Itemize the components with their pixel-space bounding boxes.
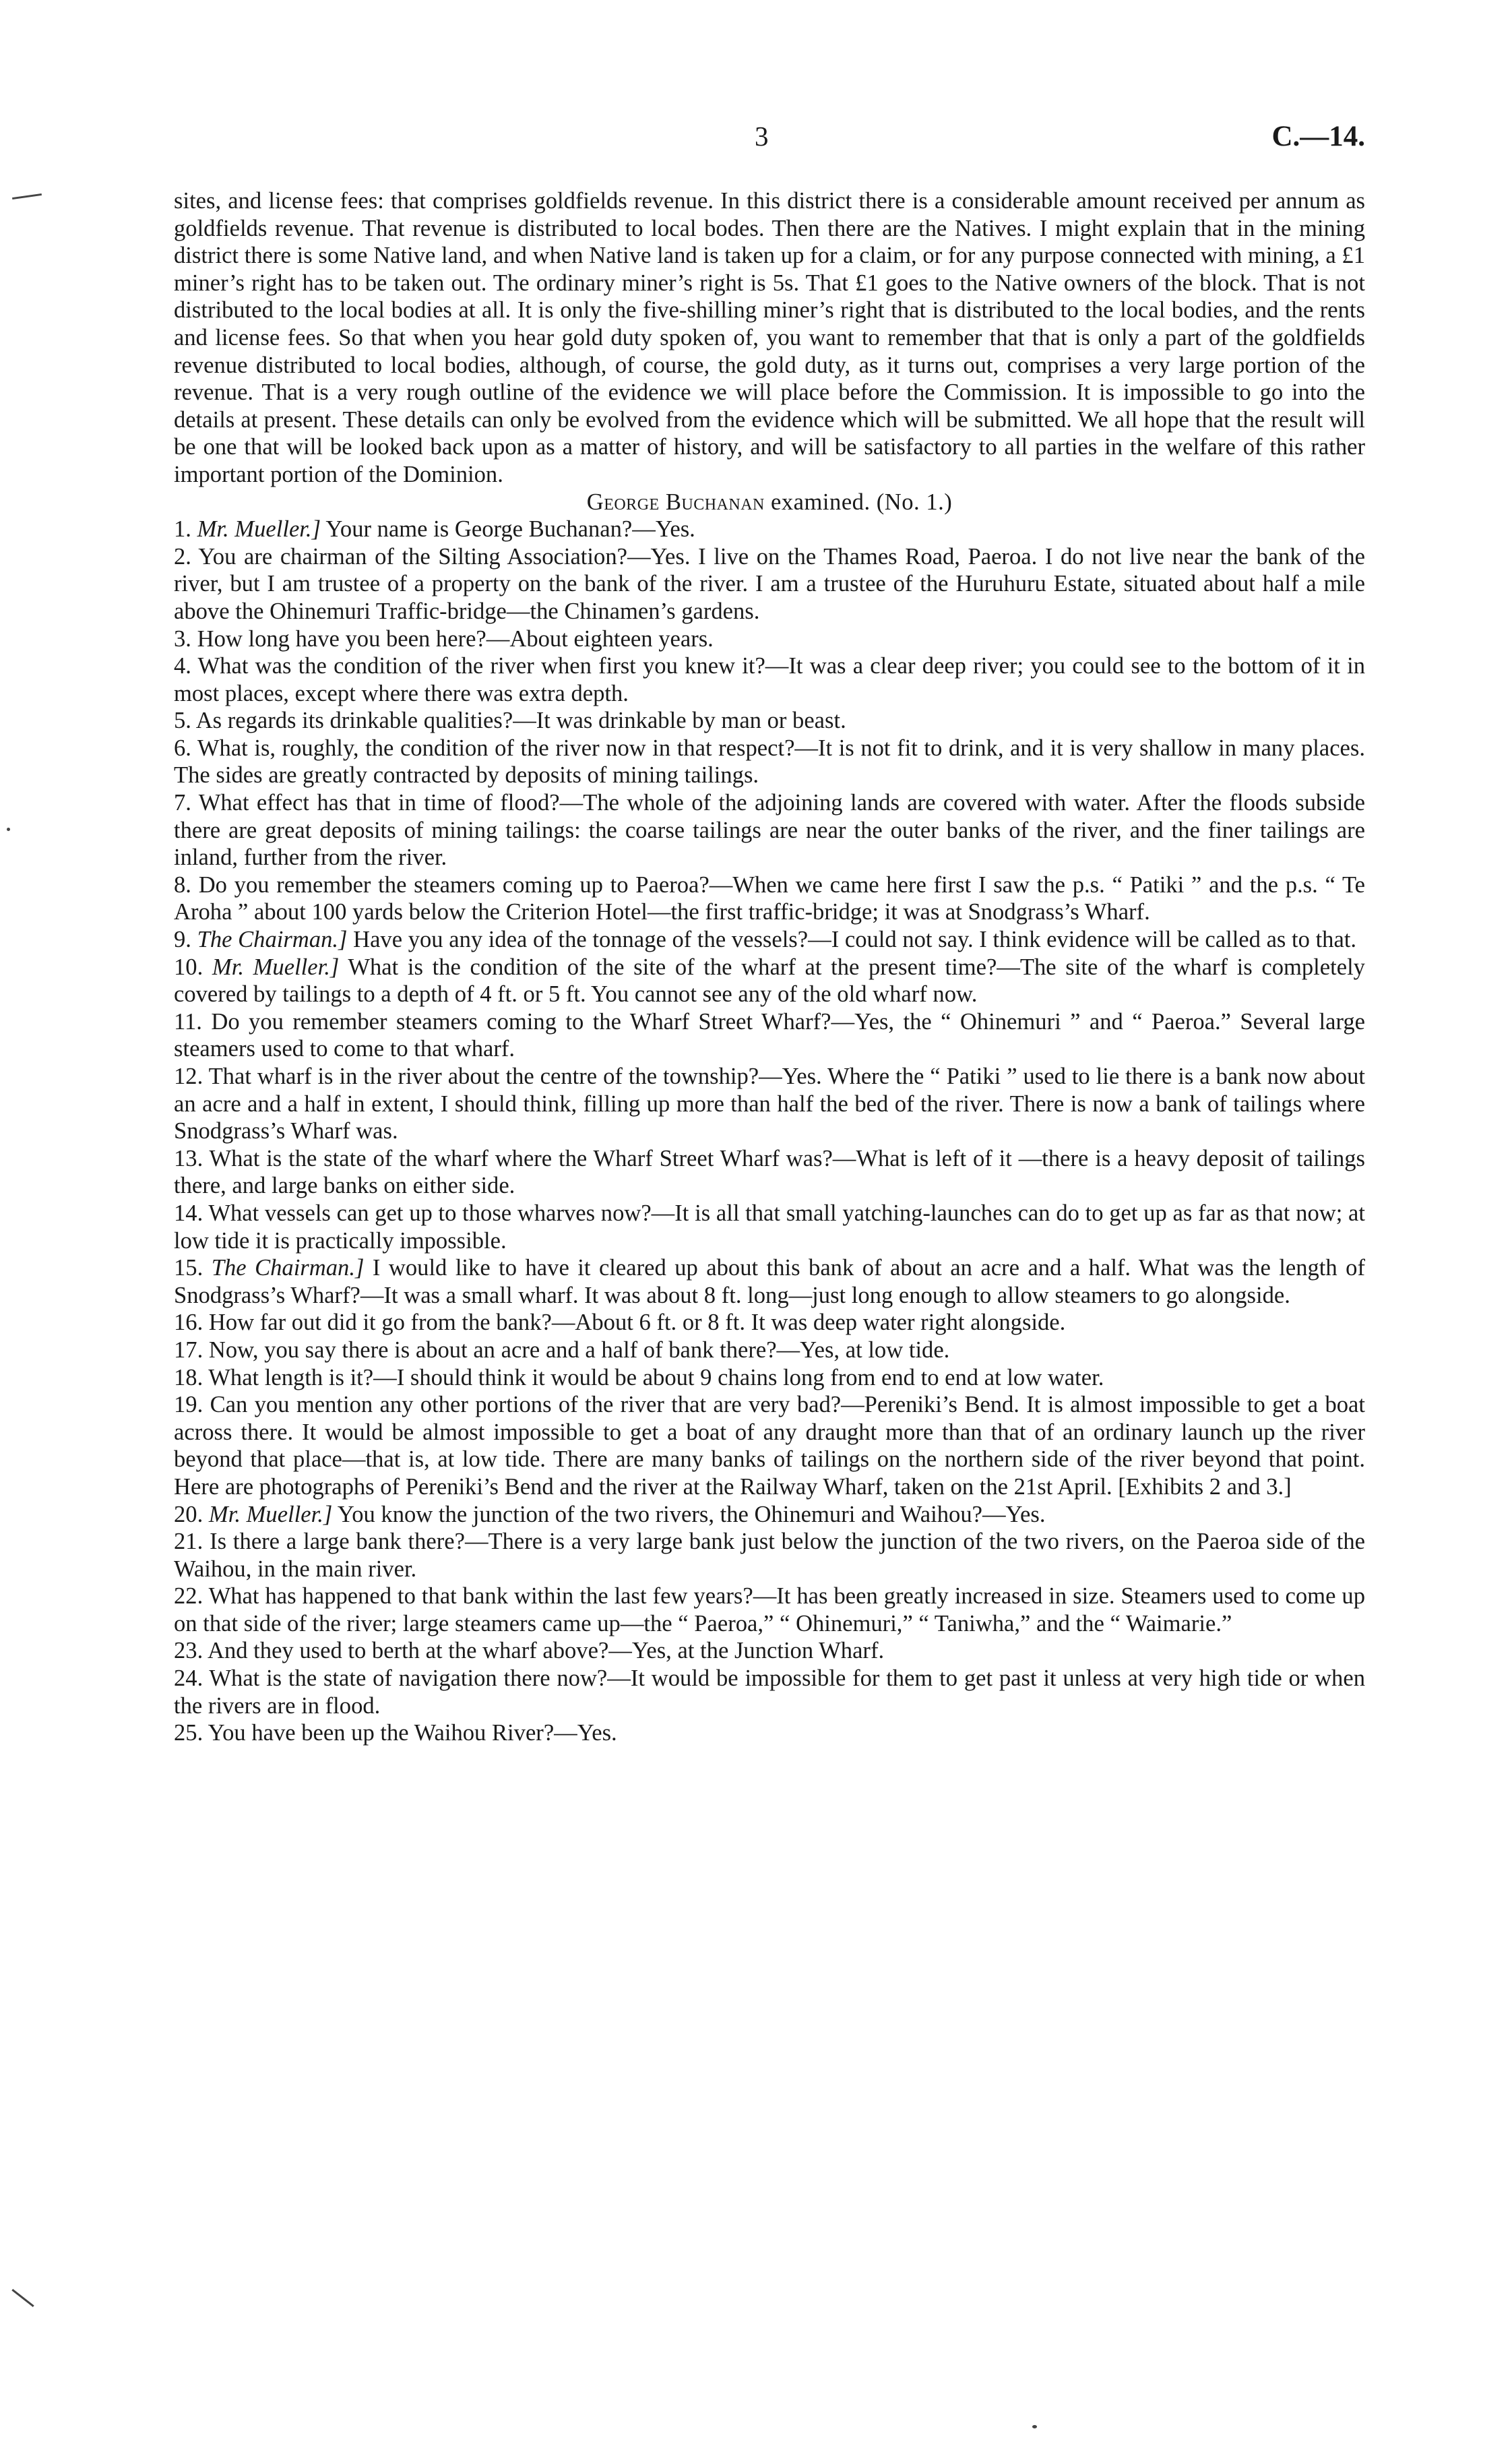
qa-text: What is the state of the wharf where the Wharf Street Wharf was?—What is left of it —there is a heavy deposit of tailings there, and large banks on either side. — [174, 1145, 1365, 1199]
body-text — [174, 187, 1365, 1747]
qa-text: What has happened to that bank within the last few years?—It has been greatly increased in size. Steamers used to come up on that side of the river; large steamers came up—the “ Paeroa,” “ Ohinemuri,” “ Taniwha,” and the “ Waimarie.” — [174, 1583, 1365, 1636]
qa-text: You have been up the Waihou River?—Yes. — [208, 1720, 617, 1746]
qa-number: 1. — [174, 516, 191, 543]
intro-paragraph: sites, and license fees: that comprises goldfields revenue. In this district there is a considerable amount received per annum as goldfields revenue. That revenue is distributed to local bodes. Then there are the Natives. I might explain that in the mining district there is some Native land, and when Native land is taken up for a claim, or for any purpose connected with mining, a £1 miner’s right has to be taken out. The ordinary miner’s right is 5s. That £1 goes to the Native owners of the block. That is not distributed to the local bodies at all. It is only the five-shilling miner’s right that is distributed to the local bodies, and the rents and license fees. So that when you hear gold duty spoken of, you want to remember that that is only a part of the goldfields revenue distributed to local bodies, although, of course, the gold duty, as it turns out, comprises a very large portion of the revenue. That is a very rough outline of the evidence we will place before the Commission. It is impossible to go into the details at present. These details can only be evolved from the evidence which will be submitted. We all hope that the result will be one that will be looked back upon as a matter of history, and will be satisfactory to all parties in the welfare of this rather important portion of the Dominion. — [174, 188, 1365, 487]
qa-number: 4. — [174, 653, 191, 679]
qa-item — [174, 1637, 1365, 1665]
qa-text: Now, you say there is about an acre and a half of bank there?—Yes, at low tide. — [208, 1337, 950, 1363]
qa-item — [174, 1254, 1365, 1309]
qa-item — [174, 1391, 1365, 1500]
qa-speaker: Mr. Mueller.] — [197, 516, 321, 543]
qa-number: 16. — [174, 1310, 203, 1336]
qa-item — [174, 707, 1365, 735]
qa-item — [174, 789, 1365, 871]
qa-number: 22. — [174, 1583, 203, 1610]
document-code: C.—14. — [1271, 121, 1365, 152]
qa-text: Have you any idea of the tonnage of the vessels?—I could not say. I think evidence will be called as to that. — [347, 927, 1357, 953]
qa-item — [174, 871, 1365, 926]
qa-text: Is there a large bank there?—There is a very large bank just below the junction of the two rivers, on the Paeroa side of the Waihou, in the main river. — [174, 1529, 1365, 1582]
qa-item — [174, 1665, 1365, 1719]
qa-number: 9. — [174, 927, 191, 953]
qa-item — [174, 543, 1365, 625]
qa-text: As regards its drinkable qualities?—It was drinkable by man or beast. — [195, 708, 846, 734]
qa-text: What effect has that in time of flood?—The whole of the adjoining lands are covered with water. After the floods subside there are great deposits of mining tailings: the coarse tailings are near the outer banks of the river, and the finer tailings are inland, further from the river. — [174, 790, 1365, 871]
qa-text: That wharf is in the river about the centre of the township?—Yes. Where the “ Patiki ” used to lie there is a bank now about an acre and a half in extent, I should think, filling up more than half the bed of the river. There is now a bank of tailings where Snodgrass’s Wharf was. — [174, 1064, 1365, 1144]
qa-text: Your name is George Buchanan?—Yes. — [321, 516, 695, 543]
qa-speaker: The Chairman.] — [197, 927, 348, 953]
qa-number: 7. — [174, 790, 191, 816]
qa-item — [174, 1364, 1365, 1392]
qa-text: And they used to berth at the wharf above?—Yes, at the Junction Wharf. — [207, 1638, 885, 1664]
qa-item — [174, 1719, 1365, 1747]
qa-text: What length is it?—I should think it would be about 9 chains long from end to end at low water. — [208, 1364, 1104, 1390]
qa-text: How far out did it go from the bank?—About 6 ft. or 8 ft. It was deep water right alongside. — [208, 1310, 1066, 1336]
page-header — [174, 120, 1365, 160]
qa-speaker: Mr. Mueller.] — [208, 1501, 333, 1527]
margin-mark-bottom — [11, 2289, 34, 2307]
qa-text: How long have you been here?—About eighteen years. — [197, 625, 714, 652]
qa-number: 24. — [174, 1665, 203, 1692]
qa-number: 12. — [174, 1064, 203, 1089]
qa-number: 5. — [174, 708, 191, 734]
qa-number: 8. — [174, 871, 191, 898]
qa-item — [174, 516, 1365, 543]
bottom-speck — [1032, 2425, 1037, 2428]
qa-number: 13. — [174, 1145, 203, 1171]
qa-item — [174, 1008, 1365, 1063]
qa-number: 2. — [174, 543, 191, 570]
qa-speaker: The Chairman.] — [211, 1255, 365, 1281]
qa-text: What was the condition of the river when first you knew it?—It was a clear deep river; you could see to the bottom of it in most places, except where there was extra depth. — [174, 653, 1365, 706]
qa-item — [174, 1200, 1365, 1254]
witness-heading — [174, 489, 1365, 516]
qa-number: 25. — [174, 1720, 203, 1746]
witness-name: George Buchanan — [586, 489, 765, 515]
qa-item — [174, 1528, 1365, 1583]
qa-item — [174, 1501, 1365, 1529]
qa-text: Do you remember the steamers coming up to Paeroa?—When we came here first I saw the p.s. “ Patiki ” and the p.s. “ Te Aroha ” about 100 yards below the Criterion Hotel—the first traffic-bridge; it was at Snodgrass’s Wharf. — [174, 871, 1365, 925]
witness-label: examined. — [771, 489, 871, 515]
qa-text: Can you mention any other portions of the river that are very bad?—Pereniki’s Bend. It is almost impossible to get a boat across there. It would be almost impossible to get a boat of any draught more than that of an ordinary launch up the river beyond that place—that is, at low tide. There are many banks of tailings on the northern side of the river beyond that point. Here are photographs of Pereniki’s Bend and the river at the Railway Wharf, taken on the 21st April. [Exhibits 2 and 3.] — [174, 1392, 1365, 1500]
qa-text: I would like to have it cleared up about this bank of about an acre and a half. What was the length of Snodgrass’s Wharf?—It was a small wharf. It was about 8 ft. long—just long enough to allow steamers to go alongside. — [174, 1255, 1365, 1308]
qa-number: 14. — [174, 1200, 203, 1226]
qa-text: What is, roughly, the condition of the river now in that respect?—It is not fit to drink, and it is very shallow in many places. The sides are greatly contracted by deposits of mining tailings. — [174, 735, 1365, 789]
qa-speaker: Mr. Mueller.] — [212, 954, 340, 980]
qa-text: You know the junction of the two rivers, the Ohinemuri and Waihou?—Yes. — [332, 1501, 1046, 1527]
margin-mark-middle — [7, 828, 10, 831]
qa-text: You are chairman of the Silting Association?—Yes. I live on the Thames Road, Paeroa. I do not live near the bank of the river, but I am trustee of a property on the bank of the river. I am a trustee of the Huruhuru Estate, situated about half a mile above the Ohinemuri Traffic-bridge—the Chinamen’s gardens. — [174, 543, 1365, 624]
witness-number: (No. 1.) — [876, 489, 953, 515]
qa-number: 10. — [174, 954, 203, 980]
qa-text: Do you remember steamers coming to the Wharf Street Wharf?—Yes, the “ Ohinemuri ” and “ Paeroa.” Several large steamers used to come to that wharf. — [174, 1008, 1366, 1062]
qa-number: 6. — [174, 735, 191, 761]
qa-text: What is the condition of the site of the wharf at the present time?—The site of the wharf is completely covered by tailings to a depth of 4 ft. or 5 ft. You cannot see any of the old wharf now. — [174, 954, 1365, 1008]
qa-number: 18. — [174, 1364, 203, 1390]
qa-number: 11. — [174, 1008, 202, 1035]
qa-number: 15. — [174, 1255, 203, 1281]
qa-number: 3. — [174, 625, 191, 652]
qa-text: What vessels can get up to those wharves now?—It is all that small yatching-launches can do to get up as far as that now; at low tide it is practically impossible. — [174, 1200, 1365, 1254]
qa-number: 17. — [174, 1337, 203, 1363]
qa-item — [174, 1583, 1365, 1637]
qa-item — [174, 625, 1365, 653]
qa-text: What is the state of navigation there now?—It would be impossible for them to get past it unless at very high tide or when the rivers are in flood. — [174, 1665, 1365, 1719]
qa-number: 20. — [174, 1501, 203, 1527]
qa-number: 23. — [174, 1638, 203, 1664]
page-number: 3 — [755, 121, 769, 152]
qa-number: 19. — [174, 1392, 203, 1418]
qa-list — [174, 516, 1365, 1747]
qa-item — [174, 1309, 1365, 1337]
qa-item — [174, 735, 1365, 789]
qa-item — [174, 1337, 1365, 1364]
qa-item — [174, 652, 1365, 707]
margin-mark-top — [12, 193, 42, 200]
qa-item — [174, 1145, 1365, 1200]
qa-item — [174, 954, 1365, 1008]
qa-item — [174, 1063, 1365, 1145]
qa-item — [174, 926, 1365, 954]
qa-number: 21. — [174, 1529, 203, 1555]
